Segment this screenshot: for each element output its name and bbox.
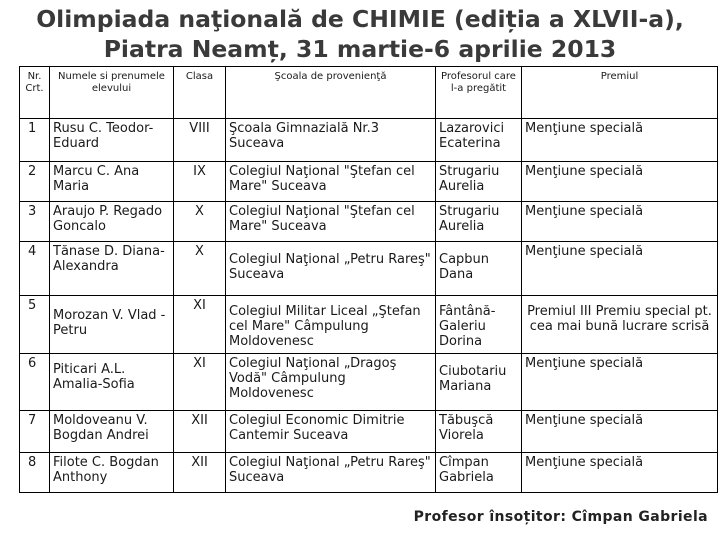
footer-accompanying-teacher: Profesor însoțitor: Cîmpan Gabriela <box>413 509 708 525</box>
cell-clasa: IX <box>174 162 226 202</box>
cell-premiu: Menţiune specială <box>522 354 718 411</box>
cell-scoala: Colegiul Militar Liceal „Ştefan cel Mare" Câmpulung Moldovenesc <box>226 296 436 354</box>
table-row <box>20 119 718 162</box>
header-profesor: Profesorul care l-a pregătit <box>436 67 522 119</box>
cell-clasa: XI <box>174 296 226 354</box>
header-name: Numele si prenumele elevului <box>50 67 174 119</box>
cell-clasa: XII <box>174 411 226 453</box>
cell-scoala: Colegiul Naţional „Petru Rareş" Suceava <box>226 242 436 296</box>
title-line-2: Piatra Neamț, 31 martie-6 aprilie 2013 <box>103 35 617 63</box>
cell-name: Moldoveanu V. Bogdan Andrei <box>50 411 174 453</box>
cell-clasa: XII <box>174 453 226 493</box>
cell-premiu: Menţiune specială <box>522 242 718 296</box>
cell-nr: 8 <box>20 453 50 493</box>
cell-premiu: Menţiune specială <box>522 119 718 162</box>
cell-profesor: Strugariu Aurelia <box>436 162 522 202</box>
cell-scoala: Colegiul Naţional "Ştefan cel Mare" Suceava <box>226 202 436 242</box>
cell-nr: 3 <box>20 202 50 242</box>
cell-name: Araujo P. Regado Goncalo <box>50 202 174 242</box>
cell-profesor: Lazarovici Ecaterina <box>436 119 522 162</box>
cell-nr: 1 <box>20 119 50 162</box>
cell-scoala: Colegiul Naţional „Petru Rareş" Suceava <box>226 453 436 493</box>
cell-premiu: Menţiune specială <box>522 202 718 242</box>
cell-name: Piticari A.L. Amalia-Sofia <box>50 354 174 411</box>
cell-profesor: Capbun Dana <box>436 242 522 296</box>
table-row <box>20 411 718 453</box>
page-title <box>0 4 720 64</box>
header-premiu: Premiul <box>522 67 718 119</box>
cell-profesor: Tăbuşcă Viorela <box>436 411 522 453</box>
cell-premiu: Premiul III Premiu special pt. cea mai bună lucrare scrisă <box>522 296 718 354</box>
cell-profesor: Strugariu Aurelia <box>436 202 522 242</box>
cell-nr: 6 <box>20 354 50 411</box>
cell-clasa: X <box>174 242 226 296</box>
table-row <box>20 296 718 354</box>
cell-scoala: Şcoala Gimnazială Nr.3 Suceava <box>226 119 436 162</box>
cell-nr: 4 <box>20 242 50 296</box>
cell-clasa: X <box>174 202 226 242</box>
header-clasa: Clasa <box>174 67 226 119</box>
results-table <box>19 66 718 493</box>
cell-name: Marcu C. Ana Maria <box>50 162 174 202</box>
title-line-1: Olimpiada naţională de CHIMIE (ediția a XLVII-a), <box>36 5 684 33</box>
cell-nr: 7 <box>20 411 50 453</box>
table-row <box>20 453 718 493</box>
header-nr: Nr. Crt. <box>20 67 50 119</box>
table-header-row <box>20 67 718 119</box>
cell-nr: 2 <box>20 162 50 202</box>
cell-name: Tănase D. Diana-Alexandra <box>50 242 174 296</box>
cell-scoala: Colegiul Naţional "Ştefan cel Mare" Suceava <box>226 162 436 202</box>
cell-name: Rusu C. Teodor-Eduard <box>50 119 174 162</box>
cell-premiu: Menţiune specială <box>522 411 718 453</box>
cell-scoala: Colegiul Economic Dimitrie Cantemir Suceava <box>226 411 436 453</box>
table-row <box>20 242 718 296</box>
cell-clasa: VIII <box>174 119 226 162</box>
cell-premiu: Menţiune specială <box>522 453 718 493</box>
cell-name: Filote C. Bogdan Anthony <box>50 453 174 493</box>
cell-scoala: Colegiul Naţional „Dragoş Vodă" Câmpulung Moldovenesc <box>226 354 436 411</box>
cell-premiu: Menţiune specială <box>522 162 718 202</box>
header-scoala: Şcoala de provenienţă <box>226 67 436 119</box>
table-row <box>20 202 718 242</box>
cell-profesor: Ciubotariu Mariana <box>436 354 522 411</box>
cell-name: Morozan V. Vlad -Petru <box>50 296 174 354</box>
cell-clasa: XI <box>174 354 226 411</box>
cell-nr: 5 <box>20 296 50 354</box>
cell-profesor: Cîmpan Gabriela <box>436 453 522 493</box>
table-row <box>20 162 718 202</box>
cell-profesor: Fântână-Galeriu Dorina <box>436 296 522 354</box>
table-row <box>20 354 718 411</box>
